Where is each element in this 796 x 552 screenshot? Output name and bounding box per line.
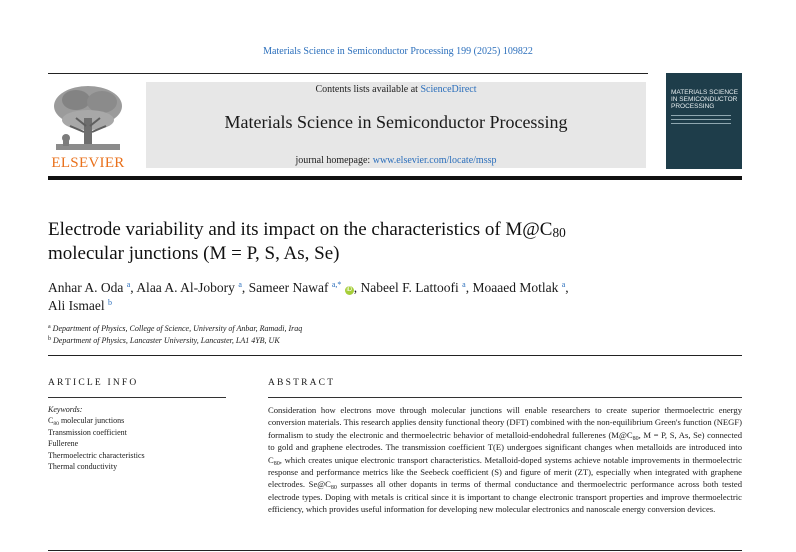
cover-title: MATERIALS SCIENCE IN SEMICONDUCTOR PROCESSING xyxy=(671,89,739,110)
keyword-item: Thermal conductivity xyxy=(48,462,118,472)
elsevier-wordmark[interactable]: ELSEVIER xyxy=(51,155,125,171)
contents-line: Contents lists available at ScienceDirect xyxy=(315,84,477,95)
keyword-item: Transmission coefficient xyxy=(48,427,127,437)
sciencedirect-link[interactable]: ScienceDirect xyxy=(420,84,477,95)
author-affil-sup[interactable]: a,* xyxy=(331,280,342,289)
keywords-block xyxy=(48,404,238,472)
top-rule xyxy=(48,73,648,74)
journal-masthead xyxy=(146,82,646,168)
homepage-link[interactable]: www.elsevier.com/locate/mssp xyxy=(372,155,497,166)
header-thick-rule xyxy=(48,176,742,180)
author-affil-sup[interactable]: a xyxy=(238,280,242,289)
author-list: Anhar A. Oda $^a$, Alaa A. Al-Jobory $^a$, Sameer Nawaf $^{a,*}$ iD , Nabeel F. Lattoofi $^a$, Moaaed Motlak $^a$, Ali Ismael $^b$ xyxy=(48,280,569,313)
cover-decoration xyxy=(671,115,731,127)
author-name[interactable]: Nabeel F. Lattoofi xyxy=(360,280,459,295)
journal-cover-thumbnail[interactable] xyxy=(666,73,742,169)
article-info-rule xyxy=(48,397,226,398)
author-affil-sup[interactable]: a xyxy=(126,280,131,289)
bottom-rule xyxy=(48,550,742,551)
author-name[interactable]: Ali Ismael xyxy=(48,298,105,313)
abstract-heading: ABSTRACT xyxy=(268,378,336,388)
journal-title: Materials Science in Semiconductor Processing xyxy=(224,112,568,132)
keyword-item: $C_{80}$ molecular junctions xyxy=(48,416,125,428)
author-name[interactable]: Alaa A. Al-Jobory xyxy=(136,280,235,295)
author-affil-sup[interactable]: a xyxy=(462,280,466,289)
affiliations xyxy=(48,323,738,347)
abstract-text: Consideration how electrons move through molecular junctions will enable researchers to create superior thermoelectric energy conversion materials. This research applies density functional theory (DFT) combined with the non-equilibrium Green's function (NEGF) formalism to study the electronic and thermoelectric behavior of metalloid-endohedral fullerenes ($M@C_{80}$, M = P, S, As, Se) connected to gold and graphene electrodes. The transmission coefficient T(E) undergoes significant changes when metalloids are introduced into $C_{80}$, which creates unique electronic transport characteristics. Metalloid-doped systems achieve notable improvements in thermoelectric response and performance metrics like the Seebeck coefficient (S) and figure of merit (ZT), especially when integrated with graphene electrodes. $Se@C_{80}$ surpasses all other dopants in terms of thermal conductance and thermoelectric performance across both tested electrode types. Doping with metals is critical since it is important to change electronic transport properties and improve thermoelectric efficiency, which provides useful information for developing new molecular electronics and nanoscale energy conversion devices. xyxy=(268,405,742,515)
keyword-item: Thermoelectric characteristics xyxy=(48,450,145,460)
section-rule xyxy=(48,355,742,356)
author-affil-sup[interactable]: a xyxy=(561,280,566,289)
author-affil-sup[interactable]: b xyxy=(108,298,112,307)
author-name[interactable]: Moaaed Motlak xyxy=(472,280,559,295)
author-name[interactable]: Sameer Nawaf xyxy=(248,280,329,295)
affiliation-item: $^a$ Department of Physics, College of Science, University of Anbar, Ramadi, Iraq xyxy=(48,324,303,333)
keyword-item: Fullerene xyxy=(48,439,79,449)
article-info-heading: ARTICLE INFO xyxy=(48,378,139,388)
orcid-icon[interactable]: iD xyxy=(346,287,353,293)
author-name[interactable]: Anhar A. Oda xyxy=(48,280,124,295)
abstract-rule xyxy=(268,397,742,398)
affiliation-item: $^b$ Department of Physics, Lancaster University, Lancaster, LA1 4YB, UK xyxy=(48,336,280,345)
article-title: Electrode variability and its impact on the characteristics of $M@C_{80}$ molecular junctions (M = P, S, As, Se) xyxy=(48,219,566,264)
homepage-line: journal homepage: www.elsevier.com/locate/mssp xyxy=(295,155,497,166)
keywords-label: Keywords: xyxy=(48,405,83,414)
journal-citation[interactable]: Materials Science in Semiconductor Processing 199 (2025) 109822 xyxy=(263,46,533,57)
